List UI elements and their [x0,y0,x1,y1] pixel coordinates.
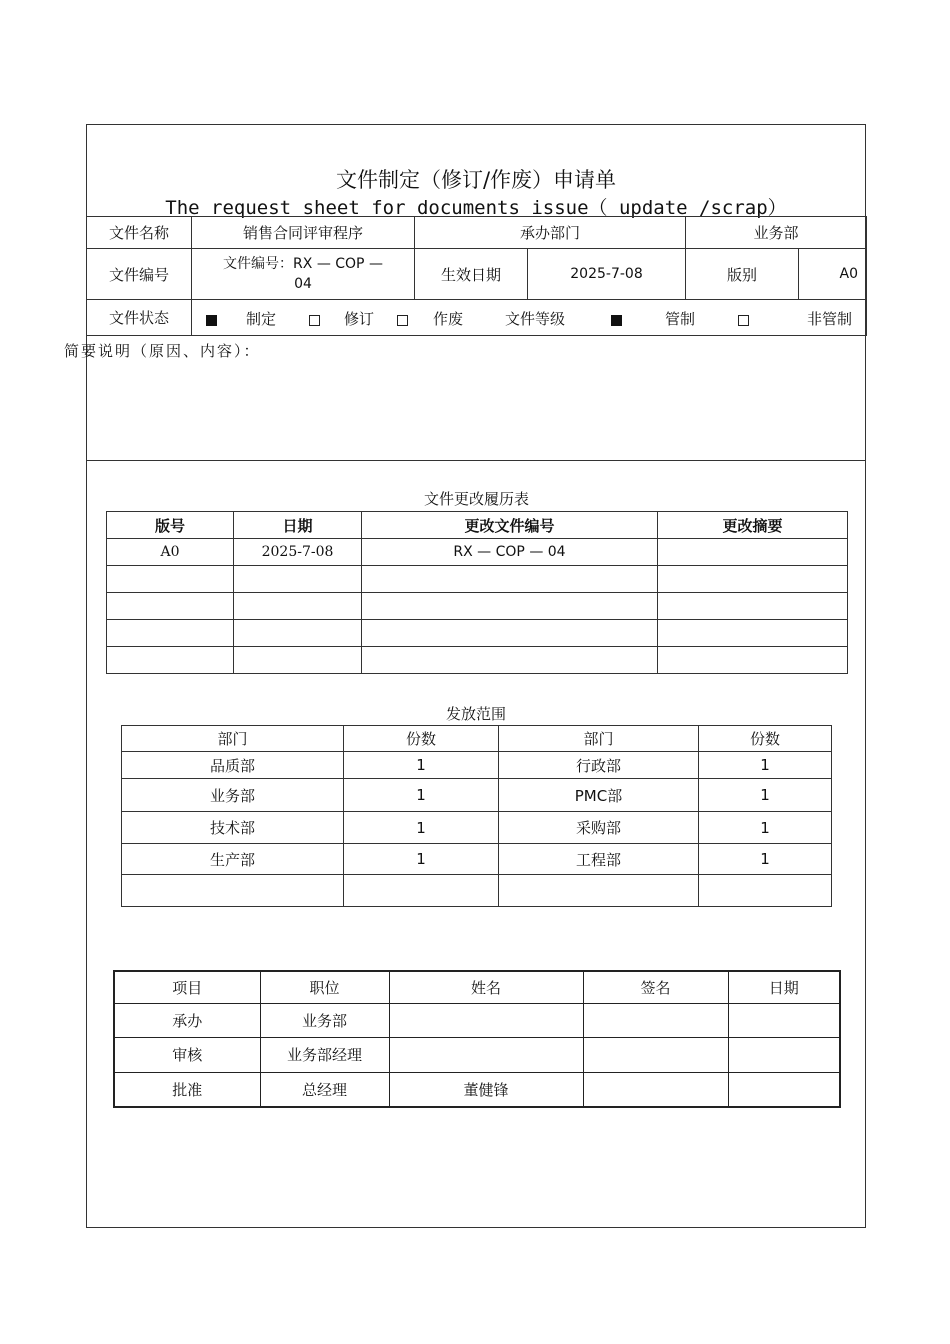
distribution-cell: 行政部 [499,752,699,779]
history-cell [658,620,848,647]
history-cell [362,566,658,593]
doc-no-value-line2: 04 [294,276,312,292]
distribution-cell: 工程部 [499,844,699,875]
approval-table [113,970,841,1108]
level-option-controlled-checkbox[interactable] [611,312,622,330]
history-cell [234,593,362,620]
version-label: 版别 [686,249,799,300]
doc-no-value-line1: 文件编号：RX — COP — [223,256,383,272]
history-cell: A0 [107,539,234,566]
history-cell [658,647,848,674]
history-cell [107,566,234,593]
table-row [107,620,848,647]
history-cell: 2025-7-08 [234,539,362,566]
distribution-cell [499,875,699,907]
approval-cell: 总经理 [260,1072,389,1107]
table-row [122,752,832,779]
table-row [114,1003,840,1037]
distribution-cell: 采购部 [499,812,699,844]
approval-cell: 业务部 [260,1003,389,1037]
status-option-scrap-checkbox[interactable] [397,312,408,330]
distribution-header-dept: 部门 [499,726,699,752]
approval-header-position: 职位 [260,971,389,1003]
table-row [114,1072,840,1107]
table-row [122,875,832,907]
unchecked-box-icon [738,315,749,326]
distribution-cell: 1 [699,779,832,812]
status-option-revise-label: 修订 [344,310,375,328]
dept-label: 承办部门 [415,217,686,249]
doc-name-label: 文件名称 [87,217,192,249]
level-option-controlled-label: 管制 [665,310,696,328]
effective-date-value: 2025-7-08 [528,249,686,300]
distribution-cell [122,875,344,907]
level-option-uncontrolled-label: 非管制 [807,310,853,328]
summary-label: 简要说明（原因、内容）： [64,342,261,360]
distribution-caption: 发放范围 [445,705,506,723]
doc-no-label: 文件编号 [87,249,192,300]
approval-header-signature: 签名 [583,971,728,1003]
history-header-date: 日期 [234,512,362,539]
distribution-header-copies: 份数 [344,726,499,752]
status-option-scrap-label: 作废 [433,310,464,328]
approval-cell [389,1037,583,1072]
table-row [114,1037,840,1072]
distribution-cell: 1 [344,844,499,875]
table-row [122,779,832,812]
distribution-cell: 1 [699,844,832,875]
approval-cell: 承办 [114,1003,260,1037]
history-cell [234,566,362,593]
table-row [107,647,848,674]
table-row [107,566,848,593]
dept-value: 业务部 [686,217,867,249]
history-caption: 文件更改履历表 [423,490,529,508]
approval-cell [389,1003,583,1037]
version-value: A0 [799,249,867,300]
history-cell [658,566,848,593]
approval-cell: 审核 [114,1037,260,1072]
doc-no-value [192,249,415,300]
approval-cell [583,1072,728,1107]
distribution-cell: 1 [344,779,499,812]
revision-history-table [106,511,848,674]
checked-box-icon [206,315,217,326]
history-header-summary: 更改摘要 [658,512,848,539]
approval-cell: 业务部经理 [260,1037,389,1072]
history-cell [107,647,234,674]
approval-cell [728,1072,840,1107]
distribution-cell: 1 [344,812,499,844]
distribution-cell: 品质部 [122,752,344,779]
history-header-doc-no: 更改文件编号 [362,512,658,539]
distribution-cell: 1 [699,752,832,779]
doc-level-label: 文件等级 [505,310,566,328]
doc-status-options [192,300,867,336]
approval-cell: 董健锋 [389,1072,583,1107]
approval-cell [728,1003,840,1037]
distribution-header-dept: 部门 [122,726,344,752]
status-option-enact-checkbox[interactable] [206,312,217,330]
distribution-table [121,725,832,907]
distribution-cell: 1 [699,812,832,844]
status-option-revise-checkbox[interactable] [309,312,320,330]
doc-name-value: 销售合同评审程序 [192,217,415,249]
history-cell [107,593,234,620]
history-cell [658,593,848,620]
history-cell [658,539,848,566]
checked-box-icon [611,315,622,326]
approval-header-name: 姓名 [389,971,583,1003]
table-row [122,844,832,875]
status-option-enact-label: 制定 [246,310,277,328]
history-cell [234,620,362,647]
approval-cell [728,1037,840,1072]
approval-cell [583,1003,728,1037]
approval-cell [583,1037,728,1072]
doc-status-label: 文件状态 [87,300,192,336]
document-info-table [86,216,867,336]
level-option-uncontrolled-checkbox[interactable] [738,312,749,330]
history-cell [234,647,362,674]
table-row [107,539,848,566]
distribution-header-copies: 份数 [699,726,832,752]
approval-cell: 批准 [114,1072,260,1107]
table-row [122,812,832,844]
history-cell [362,620,658,647]
approval-header-date: 日期 [728,971,840,1003]
approval-header-item: 项目 [114,971,260,1003]
history-cell [362,647,658,674]
table-row [107,593,848,620]
distribution-cell [699,875,832,907]
form-title-en: The request sheet for documents issue（ update /scrap） [165,197,787,219]
distribution-cell: 业务部 [122,779,344,812]
form-title-cn: 文件制定（修订/作废）申请单 [335,168,617,192]
summary-bottom-line [86,460,866,461]
distribution-cell: PMC部 [499,779,699,812]
distribution-cell: 生产部 [122,844,344,875]
history-cell [362,593,658,620]
unchecked-box-icon [309,315,320,326]
distribution-cell [344,875,499,907]
distribution-cell: 技术部 [122,812,344,844]
history-cell [107,620,234,647]
distribution-cell: 1 [344,752,499,779]
history-cell: RX — COP — 04 [362,539,658,566]
unchecked-box-icon [397,315,408,326]
history-header-version: 版号 [107,512,234,539]
effective-date-label: 生效日期 [415,249,528,300]
